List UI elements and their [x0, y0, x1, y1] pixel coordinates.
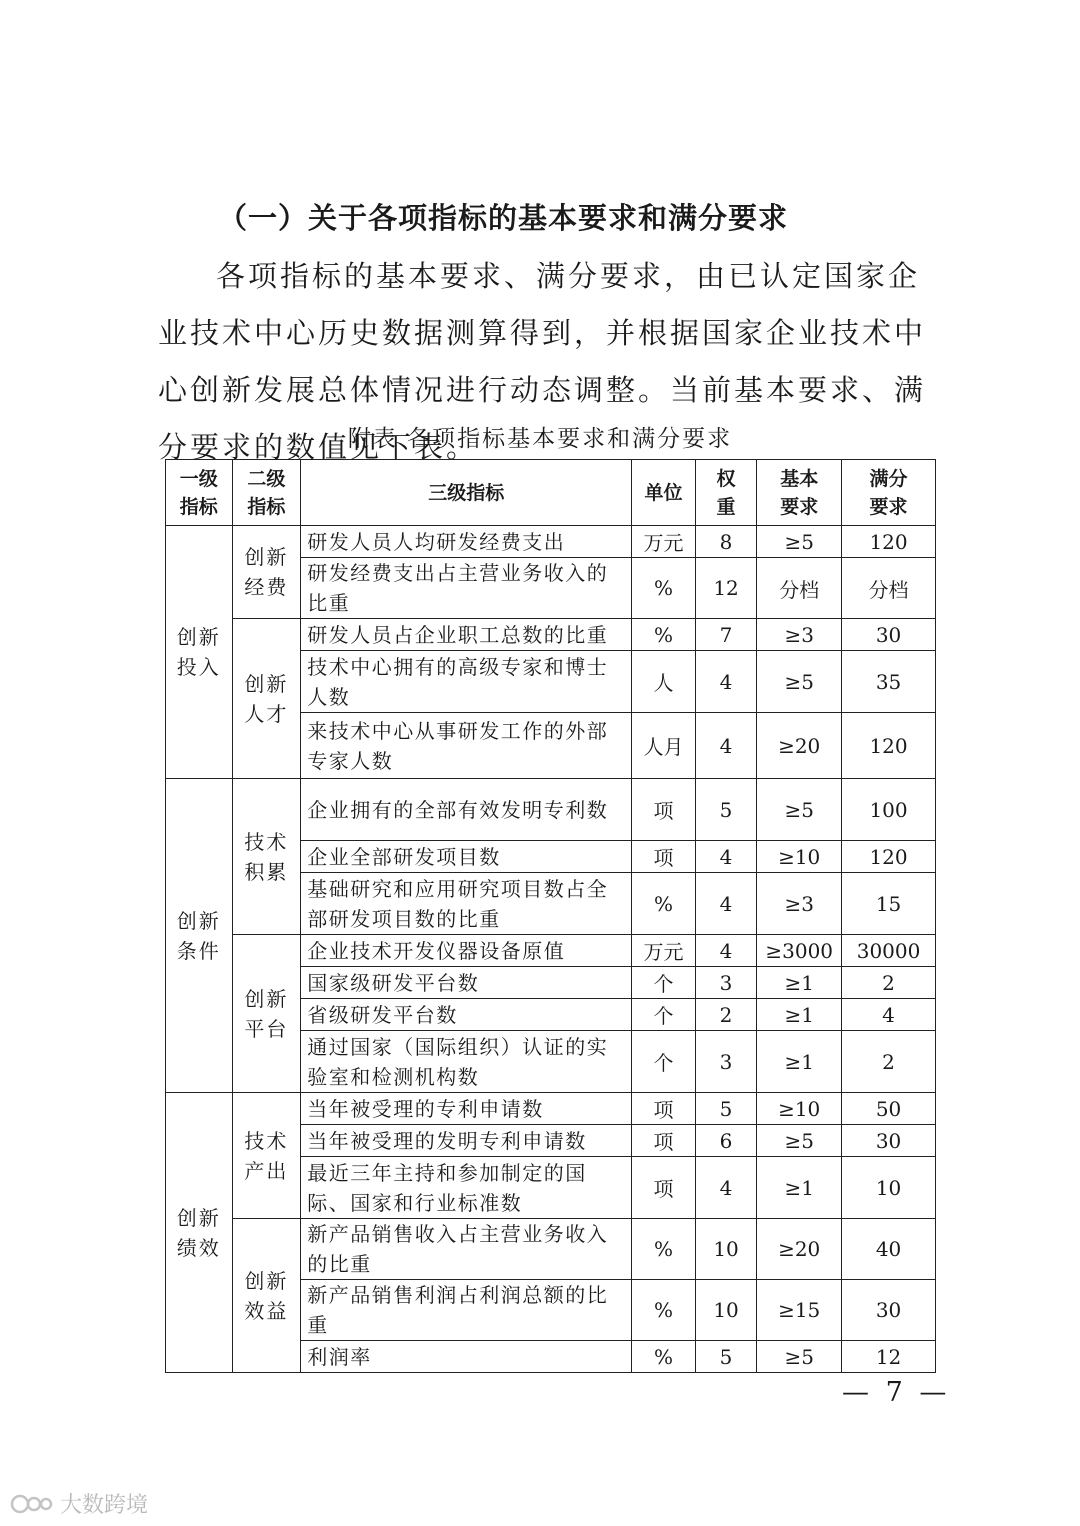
unit-cell: 项 [632, 1157, 696, 1219]
indicator-cell: 企业全部研发项目数 [301, 841, 632, 873]
unit-cell: 项 [632, 1093, 696, 1125]
unit-cell: 个 [632, 967, 696, 999]
indicator-cell: 技术中心拥有的高级专家和博士人数 [301, 651, 632, 713]
basic-requirement-cell: 分档 [757, 558, 842, 619]
full-requirement-cell: 30000 [842, 935, 936, 967]
basic-requirement-cell: ≥20 [757, 1219, 842, 1280]
weight-cell: 7 [695, 619, 757, 651]
page-number: — 7 — [842, 1377, 951, 1408]
unit-cell: % [632, 1219, 696, 1280]
full-requirement-cell: 50 [842, 1093, 936, 1125]
weight-cell: 4 [695, 1157, 757, 1219]
unit-cell: 项 [632, 841, 696, 873]
indicator-cell: 最近三年主持和参加制定的国际、国家和行业标准数 [301, 1157, 632, 1219]
basic-requirement-cell: ≥1 [757, 999, 842, 1031]
weight-cell: 4 [695, 873, 757, 935]
basic-requirement-cell: ≥3 [757, 873, 842, 935]
weight-cell: 4 [695, 935, 757, 967]
unit-cell: % [632, 1341, 696, 1373]
weight-cell: 3 [695, 1031, 757, 1093]
full-requirement-cell: 4 [842, 999, 936, 1031]
basic-requirement-cell: ≥3000 [757, 935, 842, 967]
watermark [10, 1488, 148, 1519]
full-requirement-cell: 15 [842, 873, 936, 935]
watermark-text: 大数跨境 [60, 1493, 149, 1518]
unit-cell: 项 [632, 1125, 696, 1157]
indicator-cell: 企业技术开发仪器设备原值 [301, 935, 632, 967]
full-requirement-cell: 100 [842, 779, 936, 841]
weight-cell: 8 [695, 526, 757, 558]
level2-cell: 技术产出 [232, 1093, 301, 1219]
weight-cell: 5 [695, 779, 757, 841]
header-basic: 基本要求 [757, 460, 842, 526]
basic-requirement-cell: ≥5 [757, 1341, 842, 1373]
indicator-cell: 研发人员占企业职工总数的比重 [301, 619, 632, 651]
full-requirement-cell: 30 [842, 1125, 936, 1157]
indicator-cell: 新产品销售利润占利润总额的比重 [301, 1280, 632, 1341]
full-requirement-cell: 30 [842, 619, 936, 651]
level2-cell: 创新效益 [232, 1219, 301, 1373]
basic-requirement-cell: ≥5 [757, 779, 842, 841]
weight-cell: 5 [695, 1093, 757, 1125]
indicator-cell: 企业拥有的全部有效发明专利数 [301, 779, 632, 841]
full-requirement-cell: 30 [842, 1280, 936, 1341]
section-heading: （一）关于各项指标的基本要求和满分要求 [218, 201, 789, 235]
basic-requirement-cell: ≥20 [757, 713, 842, 779]
level2-cell: 创新平台 [232, 935, 301, 1093]
header-full: 满分要求 [842, 460, 936, 526]
weight-cell: 4 [695, 651, 757, 713]
full-requirement-cell: 分档 [842, 558, 936, 619]
unit-cell: 项 [632, 779, 696, 841]
basic-requirement-cell: ≥15 [757, 1280, 842, 1341]
full-requirement-cell: 12 [842, 1341, 936, 1373]
unit-cell: % [632, 619, 696, 651]
unit-cell: 个 [632, 1031, 696, 1093]
weight-cell: 6 [695, 1125, 757, 1157]
header-level2: 二级指标 [232, 460, 301, 526]
indicator-cell: 通过国家（国际组织）认证的实验室和检测机构数 [301, 1031, 632, 1093]
level1-cell: 创新投入 [166, 526, 233, 779]
unit-cell: % [632, 558, 696, 619]
indicator-table [165, 459, 936, 1373]
table-row [166, 619, 936, 651]
level2-cell: 技术积累 [232, 779, 301, 935]
full-requirement-cell: 120 [842, 841, 936, 873]
weight-cell: 4 [695, 841, 757, 873]
full-requirement-cell: 2 [842, 1031, 936, 1093]
level2-cell: 创新经费 [232, 526, 301, 619]
weight-cell: 3 [695, 967, 757, 999]
table-row [166, 779, 936, 841]
basic-requirement-cell: ≥3 [757, 619, 842, 651]
header-weight: 权重 [695, 460, 757, 526]
basic-requirement-cell: ≥5 [757, 526, 842, 558]
basic-requirement-cell: ≥10 [757, 841, 842, 873]
table-row [166, 1219, 936, 1280]
weight-cell: 10 [695, 1219, 757, 1280]
basic-requirement-cell: ≥1 [757, 1031, 842, 1093]
header-level1: 一级指标 [166, 460, 233, 526]
basic-requirement-cell: ≥5 [757, 1125, 842, 1157]
level1-cell: 创新条件 [166, 779, 233, 1093]
indicator-cell: 来技术中心从事研发工作的外部专家人数 [301, 713, 632, 779]
table-caption: 附表 各项指标基本要求和满分要求 [347, 426, 733, 452]
weight-cell: 5 [695, 1341, 757, 1373]
full-requirement-cell: 2 [842, 967, 936, 999]
unit-cell: 个 [632, 999, 696, 1031]
indicator-cell: 基础研究和应用研究项目数占全部研发项目数的比重 [301, 873, 632, 935]
indicator-cell: 当年被受理的专利申请数 [301, 1093, 632, 1125]
indicator-cell: 新产品销售收入占主营业务收入的比重 [301, 1219, 632, 1280]
full-requirement-cell: 10 [842, 1157, 936, 1219]
basic-requirement-cell: ≥5 [757, 651, 842, 713]
basic-requirement-cell: ≥1 [757, 1157, 842, 1219]
table-row [166, 935, 936, 967]
full-requirement-cell: 35 [842, 651, 936, 713]
weight-cell: 4 [695, 713, 757, 779]
indicator-cell: 省级研发平台数 [301, 999, 632, 1031]
unit-cell: 人月 [632, 713, 696, 779]
watermark-logo-icon [10, 1491, 54, 1517]
basic-requirement-cell: ≥1 [757, 967, 842, 999]
weight-cell: 10 [695, 1280, 757, 1341]
basic-requirement-cell: ≥10 [757, 1093, 842, 1125]
weight-cell: 2 [695, 999, 757, 1031]
table-header-row [166, 460, 936, 526]
table-row [166, 526, 936, 558]
level2-cell: 创新人才 [232, 619, 301, 779]
full-requirement-cell: 40 [842, 1219, 936, 1280]
level1-cell: 创新绩效 [166, 1093, 233, 1373]
full-requirement-cell: 120 [842, 526, 936, 558]
unit-cell: 人 [632, 651, 696, 713]
indicator-cell: 研发经费支出占主营业务收入的比重 [301, 558, 632, 619]
indicator-cell: 当年被受理的发明专利申请数 [301, 1125, 632, 1157]
unit-cell: % [632, 1280, 696, 1341]
table-body [166, 526, 936, 1373]
unit-cell: 万元 [632, 526, 696, 558]
unit-cell: 万元 [632, 935, 696, 967]
table-row [166, 1093, 936, 1125]
indicator-cell: 国家级研发平台数 [301, 967, 632, 999]
header-level3: 三级指标 [301, 460, 632, 526]
header-unit: 单位 [632, 460, 696, 526]
weight-cell: 12 [695, 558, 757, 619]
full-requirement-cell: 120 [842, 713, 936, 779]
body-paragraph: 各项指标的基本要求、满分要求，由已认定国家企业技术中心历史数据测算得到，并根据国家企业技术中心创新发展总体情况进行动态调整。当前基本要求、满分要求的数值见下表。 [158, 259, 927, 464]
indicator-cell: 研发人员人均研发经费支出 [301, 526, 632, 558]
unit-cell: % [632, 873, 696, 935]
indicator-cell: 利润率 [301, 1341, 632, 1373]
